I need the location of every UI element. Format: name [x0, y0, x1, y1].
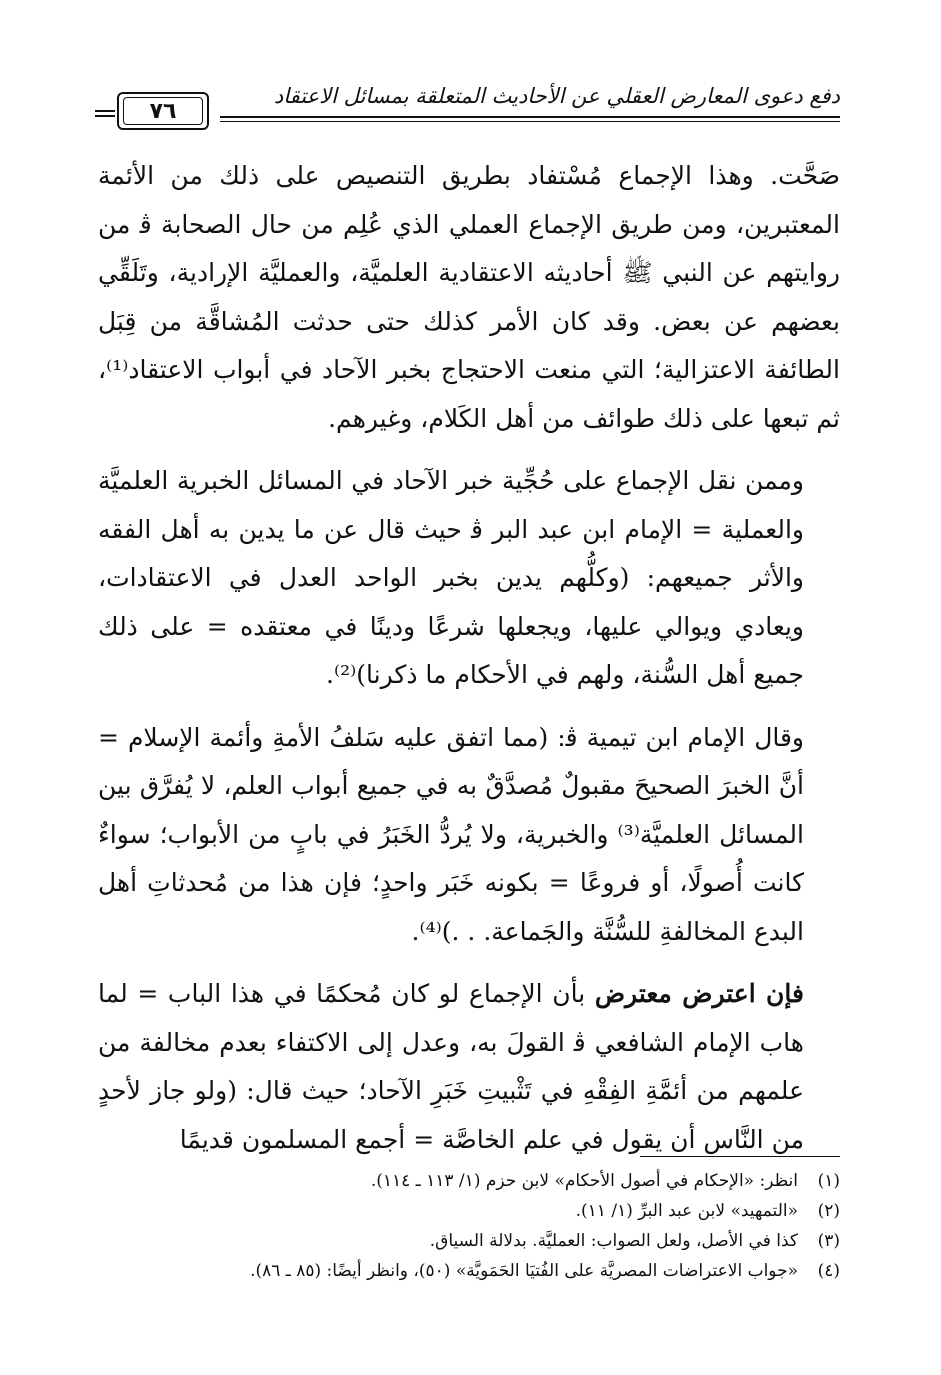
- footnote: [98, 1256, 840, 1286]
- footnote-text: انظر: «الإحكام في أصول الأحكام» لابن حزم (١/ ١١٣ ـ ١١٤).: [370, 1171, 798, 1191]
- header-rule: [220, 121, 840, 122]
- paragraph: صَحَّت. وهذا الإجماع مُسْتفاد بطريق التنصيص على ذلك من الأئمة المعتبرين، ومن طريق الإجماع العملي الذي عُلِم من حال الصحابة ﭬ من روايتهم عن النبي ﷺ أحاديثه الاعتقادية العلميَّة، والعمليَّة الإرادية، وتَلَقِّي بعضهم عن بعض. وقد كان الأمر كذلك حتى حدثت المُشاقَّة من قِبَل الطائفة الاعتزالية؛ التي منعت الاحتجاج بخبر الآحاد في أبواب الاعتقاد⁽¹⁾، ثم تبعها على ذلك طوائف من أهل الكَلام، وغيرهم.: [98, 161, 840, 433]
- footnote-separator: [640, 1156, 840, 1157]
- header-ornament: [95, 115, 115, 117]
- footnote-text: كذا في الأصل، ولعل الصواب: العمليَّة. بدلالة السياق.: [429, 1231, 798, 1251]
- footnote-text: «التمهيد» لابن عبد البرِّ (١/ ١١).: [575, 1201, 798, 1221]
- paragraph-lead: فإن اعترض معترض: [594, 979, 804, 1008]
- main-text: [98, 152, 840, 1164]
- footnote: [98, 1166, 840, 1196]
- paragraph: وقال الإمام ابن تيمية ﭬ: (مما اتفق عليه سَلفُ الأمةِ وأئمة الإسلام = أنَّ الخبرَ الصحيحَ مقبولٌ مُصدَّقٌ به في جميع أبواب العلم، لا يُفرَّق بين المسائل العلميَّة⁽³⁾ والخبرية، ولا يُردُّ الخَبَرُ في بابٍ من الأبواب؛ سواءٌ كانت أُصولًا، أو فروعًا = بكونه خَبَر واحدٍ؛ فإن هذا من مُحدثاتِ أهل البدع المخالفةِ للسُّنَّة والجَماعة. . .)⁽⁴⁾.: [98, 722, 804, 946]
- footnote-text: «جواب الاعتراضات المصريَّة على الفُتيَا الحَمَويَّة» (٥٠)، وانظر أيضًا: (٨٥ ـ ٨٦).: [250, 1261, 798, 1281]
- header-rule: [220, 116, 840, 118]
- page-header: [95, 78, 840, 138]
- page-number: ٧٦: [123, 97, 203, 125]
- paragraph: وممن نقل الإجماع على حُجِّية خبر الآحاد في المسائل الخبرية العلميَّة والعملية = الإمام ابن عبد البر ﭬ حيث قال عن ما يدين به أهل الفقه والأثر جميعهم: (وكلُّهم يدين بخبر الواحد العدل في الاعتقادات، ويعادي ويوالي عليها، ويجعلها شرعًا ودينًا في معتقده = على ذلك جميع أهل السُّنة، ولهم في الأحكام ما ذكرنا)⁽²⁾.: [98, 466, 804, 689]
- paragraph: [98, 970, 840, 1164]
- footnotes: [98, 1166, 840, 1286]
- footnote-number: (١): [817, 1171, 840, 1191]
- footnote-number: (٢): [817, 1201, 840, 1221]
- page-number-frame: [117, 92, 209, 130]
- footnote: [98, 1226, 840, 1256]
- header-ornament: [95, 110, 115, 112]
- paragraph-rest: بأن الإجماع لو كان مُحكمًا في هذا الباب = لما هاب الإمام الشافعي ﭬ القولَ به، وعدل إلى الاكتفاء بعدم مخالفة من علمهم من أئمَّةِ الفِقْهِ في تَثْبيتِ خَبَرِ الآحاد؛ حيث قال: (ولو جاز لأحدٍ من النَّاس أن يقول في علم الخاصَّة = أجمع المسلمون قديمًا: [98, 979, 804, 1154]
- running-title: دفع دعوى المعارض العقلي عن الأحاديث المتعلقة بمسائل الاعتقاد: [273, 84, 840, 108]
- footnote: [98, 1196, 840, 1226]
- footnote-number: (٤): [817, 1261, 840, 1281]
- footnote-number: (٣): [817, 1231, 840, 1251]
